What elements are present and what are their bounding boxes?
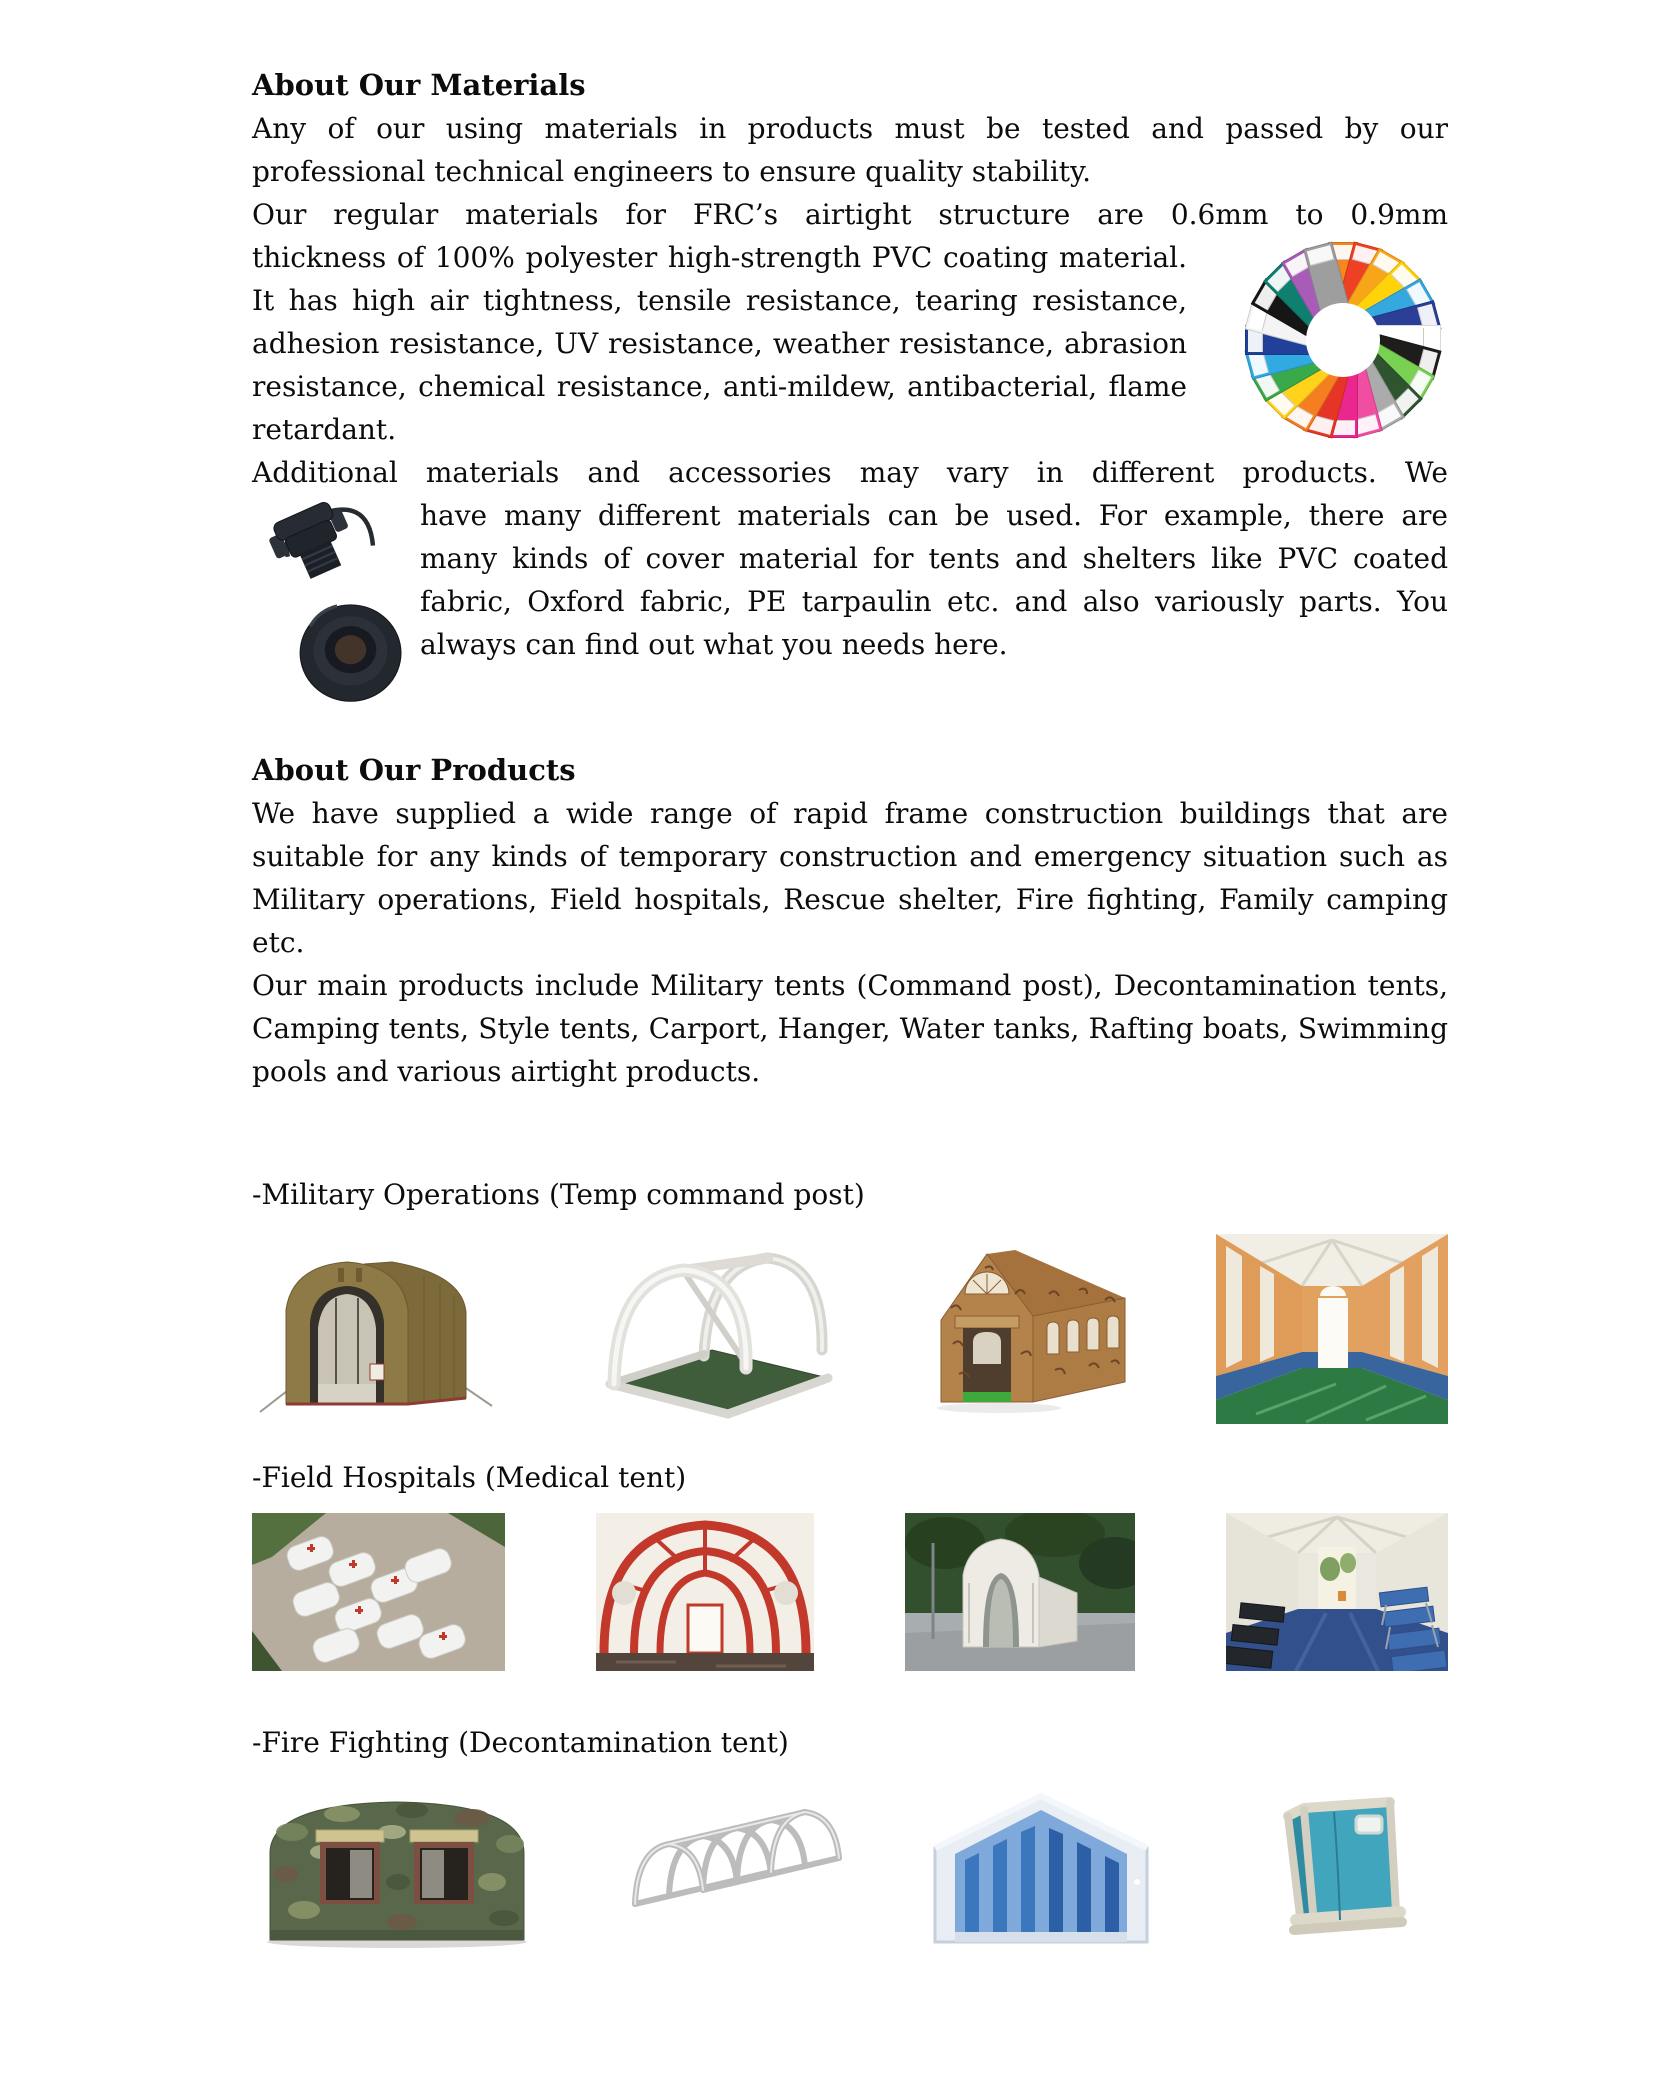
photo-desert-camouflage-tent — [929, 1234, 1134, 1419]
air-valve-image — [252, 494, 420, 709]
category-label-field-hospitals: -Field Hospitals (Medical tent) — [252, 1461, 687, 1494]
photo-blue-shower-cubicle — [1238, 1782, 1448, 1942]
fire-fighting-image-row — [252, 1782, 1448, 1950]
photo-blue-decontamination-tent — [921, 1782, 1161, 1950]
swatch-wheel-center-hole — [1306, 303, 1380, 377]
materials-paragraph-2-wrap — [252, 236, 1448, 451]
photo-red-frame-interior — [596, 1513, 814, 1671]
photo-hospital-camp-aerial — [252, 1513, 505, 1671]
photo-hospital-interior-cots — [1226, 1513, 1448, 1671]
materials-paragraph-3-wrap — [252, 494, 1448, 709]
materials-paragraph-3-rest: have many different materials can be used. For example, there are many kinds of cover material for tents and shelters like PVC coated fabric, Oxford fabric, PE tarpaulin etc. and also variously parts. You always can find out what you needs here. — [420, 499, 1448, 661]
materials-paragraph-3-lead: Additional materials and accessories may vary in different products. We — [252, 456, 1448, 489]
products-heading: About Our Products — [252, 753, 576, 787]
photo-camouflage-tent-front — [252, 1782, 542, 1950]
air-valve-drawing — [252, 494, 420, 724]
category-label-military-operations: -Military Operations (Temp command post) — [252, 1178, 865, 1211]
materials-paragraph-1: Any of our using materials in products must be tested and passed by our professional technical engineers to ensure quality stability. — [252, 112, 1448, 188]
field-hospitals-image-row — [252, 1513, 1448, 1671]
military-operations-image-row — [252, 1234, 1448, 1424]
materials-heading: About Our Materials — [252, 68, 586, 102]
products-paragraph-1: We have supplied a wide range of rapid frame construction buildings that are suitable for any kinds of temporary construction and emergency situation such as Military operations, Field hospitals, Rescue shelter, Fire fighting, Family camping etc. — [252, 797, 1448, 959]
photo-white-frame-tent — [586, 1234, 846, 1419]
photo-khaki-military-tent — [252, 1234, 504, 1419]
category-label-fire-fighting: -Fire Fighting (Decontamination tent) — [252, 1726, 789, 1759]
products-paragraph-2: Our main products include Military tents (Command post), Decontamination tents, Camping tents, Style tents, Carport, Hanger, Water tanks, Rafting boats, Swimming pools and various airtight products. — [252, 969, 1448, 1088]
photo-white-medical-tent — [905, 1513, 1135, 1671]
pvc-color-swatch-wheel-image — [1238, 236, 1448, 444]
materials-paragraph-2-rest: thickness of 100% polyester high-strength PVC coating material. It has high air tightness, tensile resistance, tearing resistance, adhesion resistance, UV resistance, weather resistance, abrasion resistance, chemical resistance, anti-mildew, antibacterial, flame retardant. — [252, 241, 1187, 446]
photo-tent-interior-orange-blue — [1216, 1234, 1448, 1424]
photo-frame-skeleton — [619, 1792, 844, 1927]
materials-paragraph-2-lead: Our regular materials for FRC’s airtight structure are 0.6mm to 0.9mm — [252, 198, 1448, 231]
